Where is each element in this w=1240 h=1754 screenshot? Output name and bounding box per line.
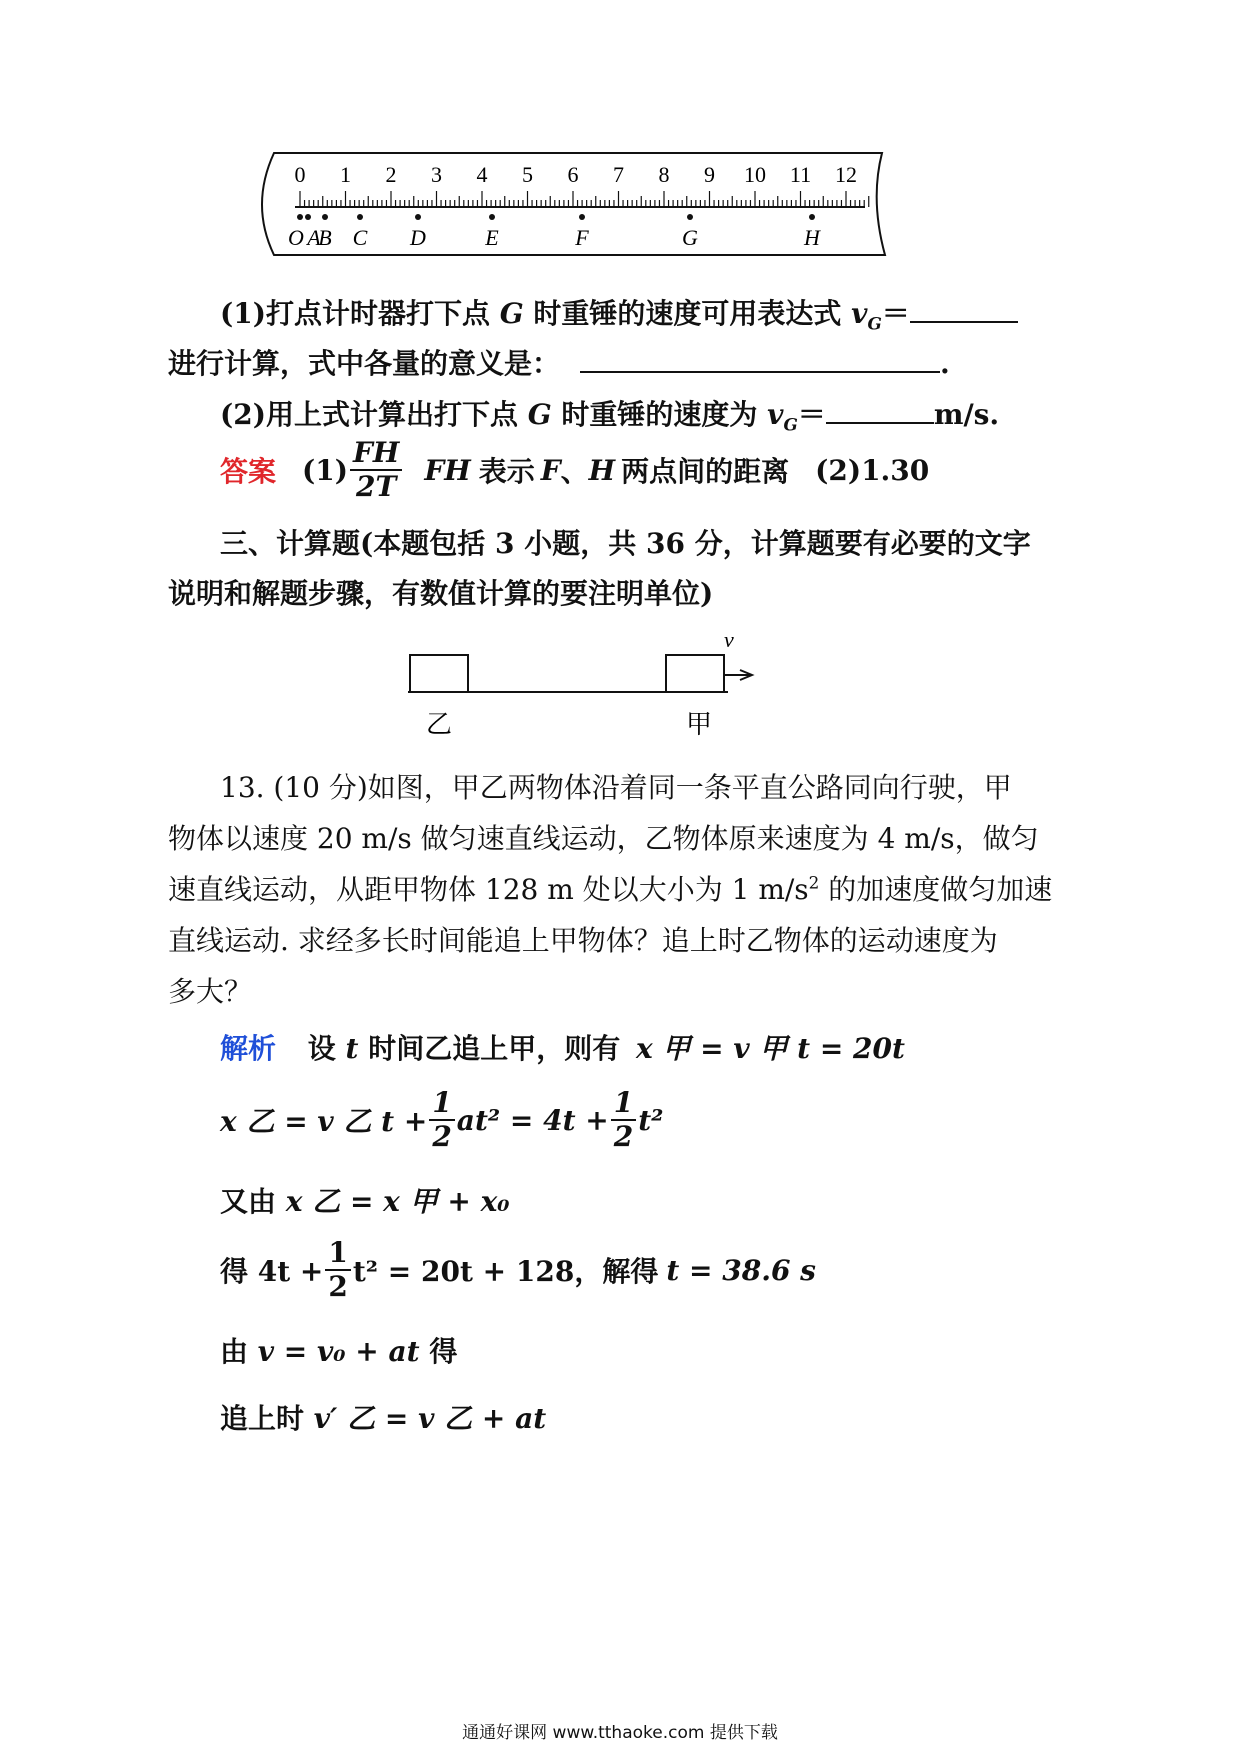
q1-line2: 进行计算，式中各量的意义是： . xyxy=(168,347,950,380)
ruler-point-dot xyxy=(297,214,303,220)
object-yi-box xyxy=(410,655,468,692)
q1-line1: (1)打点计时器打下点 G 时重锤的速度可用表达式 $v_G=$ xyxy=(220,292,1018,334)
answer-blank-2 xyxy=(580,345,940,373)
answer-fraction: $\frac{FH}{2T}$ xyxy=(350,439,402,501)
object-jia-box xyxy=(666,655,724,692)
q13-line2: 物体以速度 20 m/s 做匀速直线运动，乙物体原来速度为 4 m/s，做匀 xyxy=(168,822,1039,855)
ruler-figure xyxy=(240,150,900,270)
ruler-number: 5 xyxy=(522,162,533,187)
ruler-number: 12 xyxy=(835,162,857,187)
ruler-number: 8 xyxy=(658,162,670,187)
ruler-point-label: F xyxy=(575,225,589,250)
footer-text: 通通好课网 www.tthaoke.com 提供下载 xyxy=(462,1723,778,1743)
fraction-half-1: $\frac{1}{2}$ xyxy=(429,1089,454,1151)
solution-line2: x 乙 = v 乙 t + $\frac{1}{2}$ at² = 4t + $\frac{1}{2}$ t² xyxy=(220,1086,664,1153)
motion-figure xyxy=(400,625,770,745)
ruler-point-dot xyxy=(322,214,328,220)
solution-line1: 解析 设 t 时间乙追上甲，则有 x 甲 = v 甲 t = 20t xyxy=(220,1032,905,1065)
ruler-point-label: B xyxy=(318,225,332,250)
fraction-half-2: $\frac{1}{2}$ xyxy=(611,1089,636,1151)
ruler-point-label: E xyxy=(485,225,499,250)
ruler-number: 2 xyxy=(385,162,397,187)
ruler-point-label: C xyxy=(352,225,368,250)
ruler-point-label: D xyxy=(410,225,426,250)
ruler-points xyxy=(288,214,821,250)
ruler-numbers xyxy=(295,162,858,187)
ruler-number: 7 xyxy=(613,162,624,187)
ruler-point-label: G xyxy=(682,225,698,250)
ruler-number: 10 xyxy=(744,162,766,187)
ruler-point-dot xyxy=(489,214,495,220)
solution-label: 解析 xyxy=(220,1032,277,1065)
fraction-half-3: $\frac{1}{2}$ xyxy=(325,1239,350,1301)
solution-line4: 得 4t + $\frac{1}{2}$ t² = 20t + 128， 解得 t = 38.6 s xyxy=(220,1236,816,1303)
q13-line3: 速直线运动，从距甲物体 128 m 处以大小为 1 $m/s^2$ 的加速度做匀加速 xyxy=(168,872,1053,906)
ruler-number: 3 xyxy=(431,162,442,187)
section-heading-line2: 说明和解题步骤，有数值计算的要注明单位) xyxy=(168,577,714,610)
ruler-point-dot xyxy=(415,214,421,220)
velocity-label: v xyxy=(724,627,734,652)
q1-line3: (2)用上式计算出打下点 G 时重锤的速度为 $v_G= m/s$. xyxy=(220,398,1000,435)
q13-line4: 直线运动. 求经多长时间能追上甲物体？追上时乙物体的运动速度为 xyxy=(168,924,998,957)
ruler-number: 4 xyxy=(476,162,488,187)
solution-line5: 由 v = v₀ + at 得 xyxy=(220,1335,458,1368)
label-jia: 甲 xyxy=(686,710,713,740)
answer-blank-3 xyxy=(826,396,934,424)
ruler-number: 9 xyxy=(704,162,715,187)
q13-line5: 多大？ xyxy=(168,975,253,1008)
answer-blank-1 xyxy=(910,295,1018,323)
ruler-point-dot xyxy=(687,214,693,220)
answer-label: 答案 xyxy=(220,455,277,488)
ruler-point-dot xyxy=(357,214,363,220)
ruler-number: 6 xyxy=(567,162,579,187)
ruler-point-dot xyxy=(579,214,585,220)
ruler-ticks xyxy=(300,191,869,207)
answer-line: 答案 (1) $\frac{FH}{2T}$ FH 表示 F 、 H 两点间的距离 (2)1.30 xyxy=(220,436,930,503)
solution-line3: 又由 x 乙 = x 甲 + x₀ xyxy=(220,1185,510,1218)
solution-line6: 追上时 v′ 乙 = v 乙 + at xyxy=(220,1402,547,1435)
ruler-number: 1 xyxy=(340,162,351,187)
ruler-point-label: H xyxy=(804,225,820,250)
ruler-point-label: O xyxy=(288,225,304,250)
q13-line1: 13. (10 分)如图，甲乙两物体沿着同一条平直公路同向行驶，甲 xyxy=(220,771,1012,804)
ruler-number: 11 xyxy=(789,162,812,187)
ruler-point-dot xyxy=(305,214,311,220)
label-yi: 乙 xyxy=(426,710,453,740)
ruler-point-dot xyxy=(809,214,815,220)
ruler-point-label: A xyxy=(307,225,321,250)
ruler-number: 0 xyxy=(294,162,306,187)
section-heading-line1: 三、计算题(本题包括 3 小题，共 36 分，计算题要有必要的文字 xyxy=(220,527,1031,560)
